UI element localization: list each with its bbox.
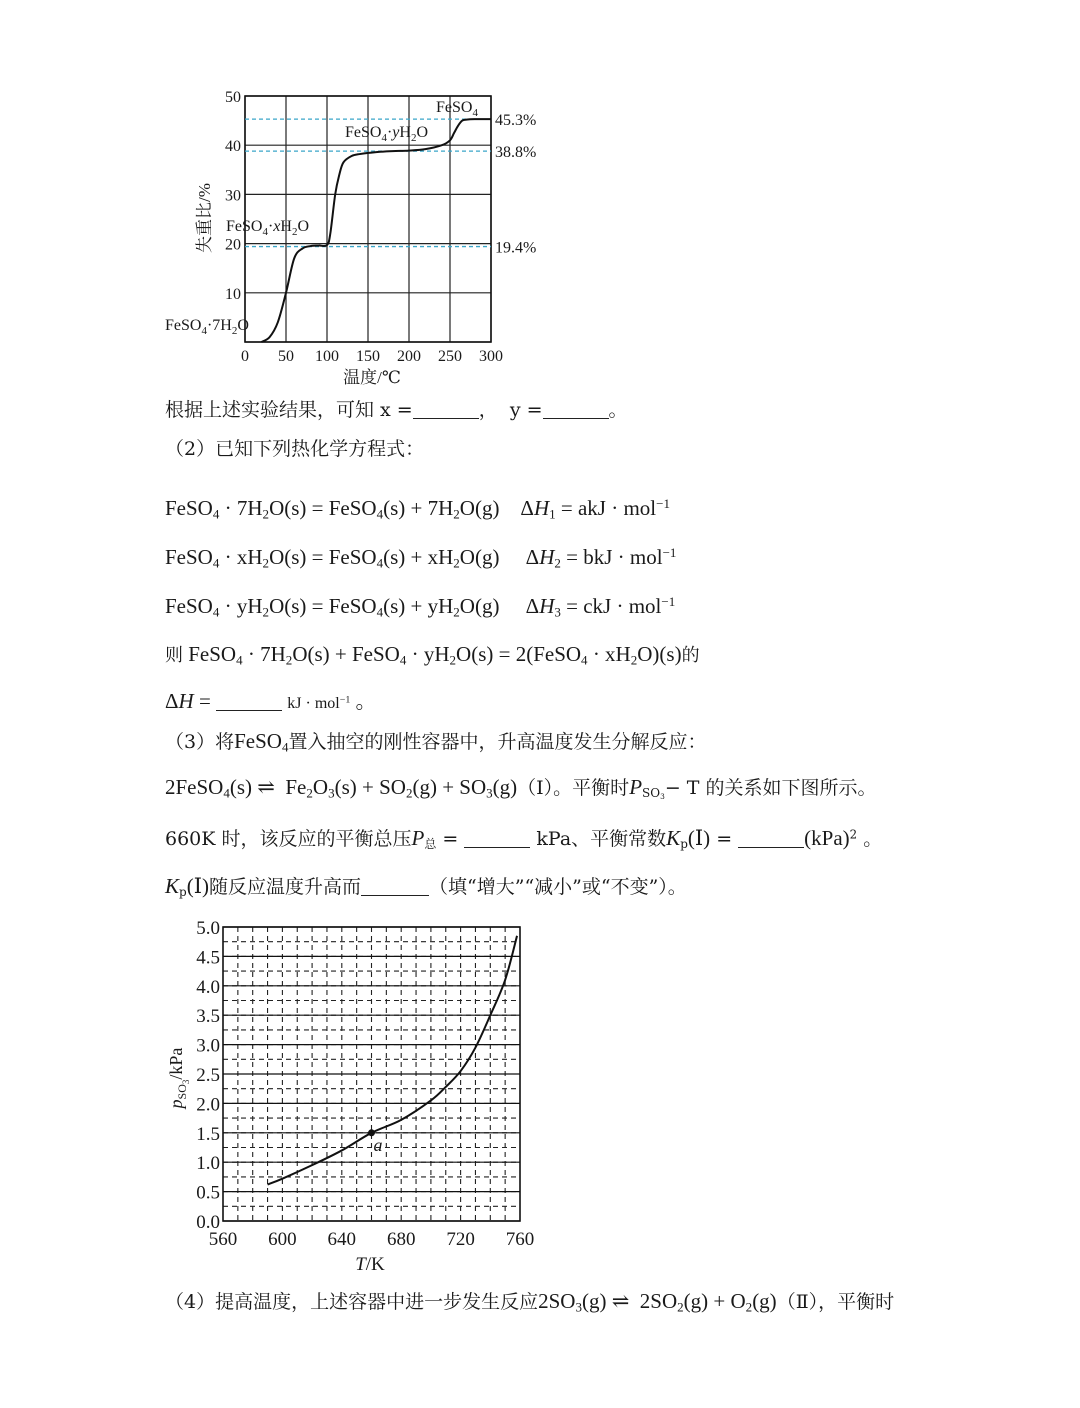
c2-xtick: 560 — [208, 1229, 238, 1250]
c2-ytick: 3.5 — [196, 1006, 220, 1028]
blank-dh[interactable] — [216, 709, 282, 711]
c2-ytick: 1.5 — [196, 1123, 220, 1145]
c1-ref-label: 45.3% — [495, 112, 537, 130]
blank-y[interactable] — [543, 417, 609, 419]
c1-ylabel: 失重比/% — [195, 183, 214, 253]
c1-xtick: 300 — [479, 348, 503, 365]
c2-xtick: 640 — [327, 1229, 357, 1250]
c1-ref-label: 19.4% — [495, 239, 537, 257]
blank-ptotal[interactable] — [464, 846, 530, 848]
c2-xtick: 720 — [446, 1229, 475, 1250]
c2-ytick: 0.5 — [196, 1182, 220, 1204]
c2-xlabel: T/K — [355, 1254, 385, 1275]
q3-reaction: 2FeSO$_4$(s) ⇌ $Fe_2O_3(s) + SO_2(g)$ + $SO_3(g)(Ⅰ)$。平衡时$P_{SO_3}- T$ 的关系如下图所示。 — [165, 775, 877, 801]
q2-intro: （2）已知下列热化学方程式： — [165, 438, 425, 460]
c1-xtick: 200 — [397, 348, 421, 365]
c1-ref-label: 38.8% — [495, 144, 537, 162]
c2-ytick: 4.0 — [196, 976, 220, 998]
mass-loss-chart — [160, 85, 560, 390]
c2-ytick: 2.0 — [196, 1094, 220, 1116]
c2-ytick: 5.0 — [196, 918, 220, 939]
c1-ytick: 30 — [225, 187, 241, 205]
delta-h-line: ΔH = kJ · mol$^{-1}$ 。 — [165, 689, 377, 713]
c1-ytick: 20 — [225, 236, 241, 254]
c1-xtick: 50 — [278, 348, 294, 365]
c1-xtick: 0 — [241, 348, 249, 365]
c2-ytick: 0.0 — [196, 1212, 220, 1233]
c1-ytick: 40 — [225, 138, 241, 156]
annot-feso4-yh2o: $FeSO_4\cdot yH_2O$ — [345, 124, 429, 144]
q3-kp-line: $K_p(Ⅰ)$随反应温度升高而 （填“增大”“减小”或“不变”）。 — [165, 874, 687, 899]
q3-intro: （3）将FeSO$_4$置入抽空的刚性容器中，升高温度发生分解反应： — [165, 729, 707, 755]
annot-feso4-xh2o: $FeSO_4\cdot xH_2O$ — [226, 218, 310, 238]
annot-feso4-7h2o: $FeSO_4\cdot 7H_2O$ — [165, 317, 249, 337]
c2-xtick: 760 — [505, 1229, 535, 1250]
c1-ytick: 10 — [225, 285, 241, 303]
pso3-temperature-chart — [160, 910, 560, 1280]
c1-ytick: 50 — [225, 89, 241, 106]
c2-xtick: 600 — [268, 1229, 297, 1250]
c2-ytick: 1.0 — [196, 1153, 220, 1175]
blank-trend[interactable] — [361, 894, 429, 896]
point-a-label: a — [373, 1134, 383, 1155]
equation-1: FeSO$_4$ · $7H_2O(s)$ = FeSO$_4$(s) + $7H_2O(g)$ $\Delta H_1$ = akJ · mol$^{-1}$ — [165, 495, 670, 522]
equation-2: FeSO$_4$ · $xH_2O(s)$ = FeSO$_4$(s) + $xH_2O(g)$ $\Delta H_2$ = bkJ · mol$^{-1}$ — [165, 544, 677, 571]
c1-xtick: 100 — [315, 348, 339, 365]
blank-x[interactable] — [413, 417, 479, 419]
c2-xtick: 680 — [386, 1229, 416, 1250]
c2-ytick: 4.5 — [196, 947, 220, 969]
combined-equation: 则 FeSO$_4$ · $7H_2O(s)$ + FeSO$_4$ · $yH_2O(s)$ = 2(FeSO$_4$ · $xH_2O)(s)$的 — [165, 642, 700, 668]
q1-line: 根据上述实验结果，可知 x = ， y = 。 — [165, 399, 628, 421]
q3-660-line: 660K 时，该反应的平衡总压$P_总$ = kPa、平衡常数$K_p(Ⅰ) = (kPa)^2$ 。 — [165, 826, 883, 851]
c2-ylabel: $p_{SO}3$/kPa — [166, 1047, 191, 1109]
annot-feso4: FeSO$_4$ — [436, 99, 478, 119]
c2-ytick: 2.5 — [196, 1065, 220, 1086]
c1-xtick: 150 — [356, 348, 380, 365]
c2-ytick: 3.0 — [196, 1035, 220, 1057]
c1-xlabel: 温度/℃ — [343, 368, 401, 387]
blank-kp[interactable] — [738, 846, 804, 848]
q4-line: （4）提高温度，上述容器中进一步发生反应$2SO_3(g)$ ⇌ $2SO_2(g)$ + $O_2(g)(Ⅱ)$，平衡时 — [165, 1289, 895, 1315]
equation-3: FeSO$_4$ · $yH_2O(s)$ = FeSO$_4$(s) + $yH_2O(g)$ $\Delta H_3$ = ckJ · mol$^{-1}$ — [165, 593, 676, 620]
c1-xtick: 250 — [438, 348, 462, 365]
